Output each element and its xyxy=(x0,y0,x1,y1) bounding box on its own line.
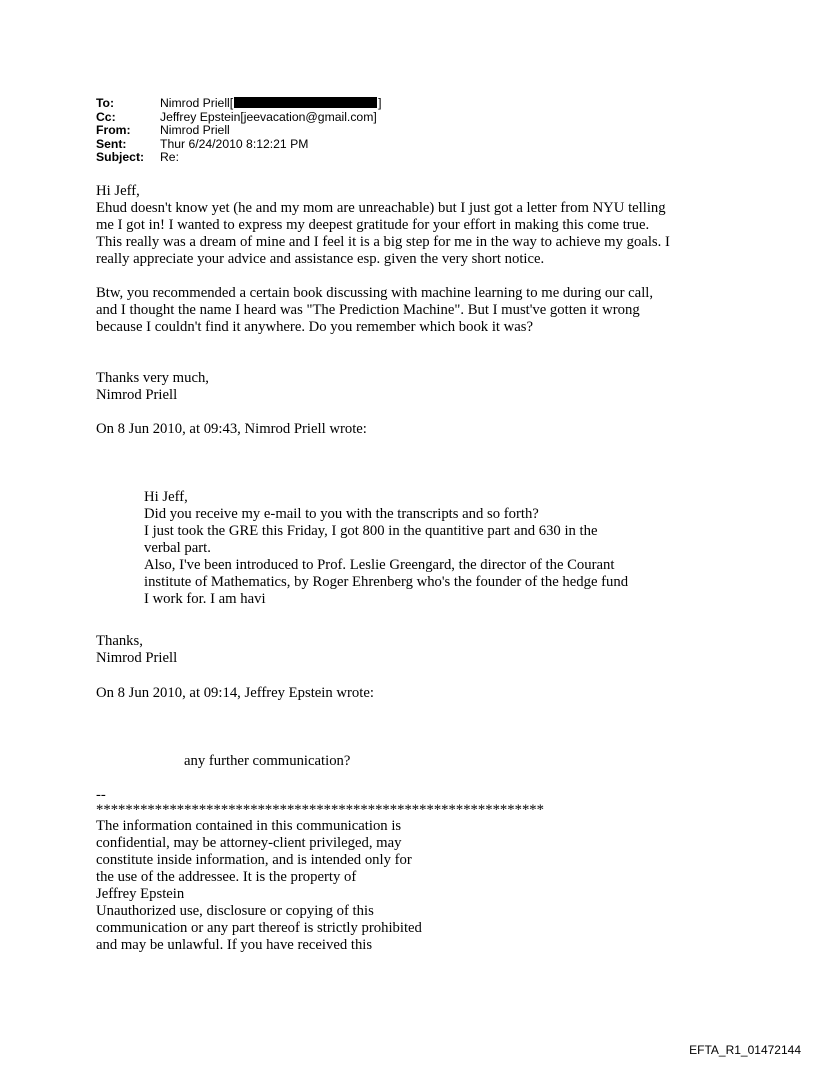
document-id: EFTA_R1_01472144 xyxy=(689,1043,801,1057)
message-intro xyxy=(96,183,670,268)
sig-dash: -- xyxy=(96,787,106,803)
quote2-header-text: On 8 Jun 2010, at 09:14, Jeffrey Epstein wrote: xyxy=(96,685,374,701)
from-value: Nimrod Priell xyxy=(160,123,230,138)
signoff-name: Nimrod Priell xyxy=(96,387,178,403)
para1-line: really appreciate your advice and assistance esp. given the very short notice. xyxy=(96,251,545,267)
quote1-line: institute of Mathematics, by Roger Ehrenberg who's the founder of the hedge fund xyxy=(144,574,629,590)
redaction-bar xyxy=(234,97,377,108)
to-value xyxy=(160,97,382,111)
disclaimer xyxy=(96,818,422,954)
disclaimer-line: Jeffrey Epstein xyxy=(96,886,185,902)
para2-line: because I couldn't find it anywhere. Do you remember which book it was? xyxy=(96,319,534,335)
signoff2-name: Nimrod Priell xyxy=(96,650,178,666)
email-header xyxy=(96,97,382,165)
quote1-line: Also, I've been introduced to Prof. Leslie Greengard, the director of the Courant xyxy=(144,557,615,573)
disclaimer-line: The information contained in this communication is xyxy=(96,818,402,834)
disclaimer-line: communication or any part thereof is strictly prohibited xyxy=(96,920,422,936)
from-label: From: xyxy=(96,123,131,138)
quote1-line: Did you receive my e-mail to you with the transcripts and so forth? xyxy=(144,506,539,522)
quote2-text: any further communication? xyxy=(184,753,351,769)
sent-value: Thur 6/24/2010 8:12:21 PM xyxy=(160,136,309,151)
to-close: ] xyxy=(378,96,382,110)
disclaimer-line: Unauthorized use, disclosure or copying of this xyxy=(96,903,374,919)
to-label: To: xyxy=(96,96,115,110)
sig-stars: ************************************************************* xyxy=(96,802,544,818)
subject-label: Subject: xyxy=(96,150,145,165)
subject-value: Re: xyxy=(160,150,179,165)
quote1-line: Hi Jeff, xyxy=(144,489,188,505)
para1-line: Ehud doesn't know yet (he and my mom are unreachable) but I just got a letter from NYU telling xyxy=(96,200,666,216)
disclaimer-line: confidential, may be attorney-client privileged, may xyxy=(96,835,402,851)
sent-label: Sent: xyxy=(96,136,127,151)
cc-value: Jeffrey Epstein[jeevacation@gmail.com] xyxy=(160,109,377,124)
para1-line: me I got in! I wanted to express my deepest gratitude for your effort in making this come true. xyxy=(96,217,650,233)
signoff-line: Thanks very much, xyxy=(96,370,209,386)
signoff2 xyxy=(96,633,177,667)
para2-line: and I thought the name I heard was "The Prediction Machine". But I must've gotten it wrong xyxy=(96,302,640,318)
sent-row xyxy=(96,138,382,152)
quote1-body xyxy=(144,489,628,608)
quote1-header xyxy=(96,421,367,438)
from-row xyxy=(96,124,382,138)
to-row xyxy=(96,97,382,111)
signature-separator xyxy=(96,787,544,817)
para2-line: Btw, you recommended a certain book discussing with machine learning to me during our call, xyxy=(96,285,654,301)
signoff xyxy=(96,370,209,404)
greeting: Hi Jeff, xyxy=(96,183,140,199)
disclaimer-line: and may be unlawful. If you have received this xyxy=(96,937,373,953)
quote1-line: I just took the GRE this Friday, I got 800 in the quantitive part and 630 in the xyxy=(144,523,598,539)
signoff2-line: Thanks, xyxy=(96,633,143,649)
quote2-body xyxy=(184,753,350,770)
quote1-line: I work for. I am havi xyxy=(144,591,266,607)
disclaimer-line: constitute inside information, and is intended only for xyxy=(96,852,412,868)
quote1-line: verbal part. xyxy=(144,540,211,556)
message-para2 xyxy=(96,285,653,336)
subject-row xyxy=(96,151,382,165)
disclaimer-line: the use of the addressee. It is the property of xyxy=(96,869,357,885)
cc-row xyxy=(96,111,382,125)
quote1-header-text: On 8 Jun 2010, at 09:43, Nimrod Priell wrote: xyxy=(96,421,367,437)
to-name: Nimrod Priell[ xyxy=(160,96,234,110)
cc-label: Cc: xyxy=(96,109,116,124)
quote2-header xyxy=(96,685,374,702)
para1-line: This really was a dream of mine and I feel it is a big step for me in the way to achieve my goals. I xyxy=(96,234,670,250)
